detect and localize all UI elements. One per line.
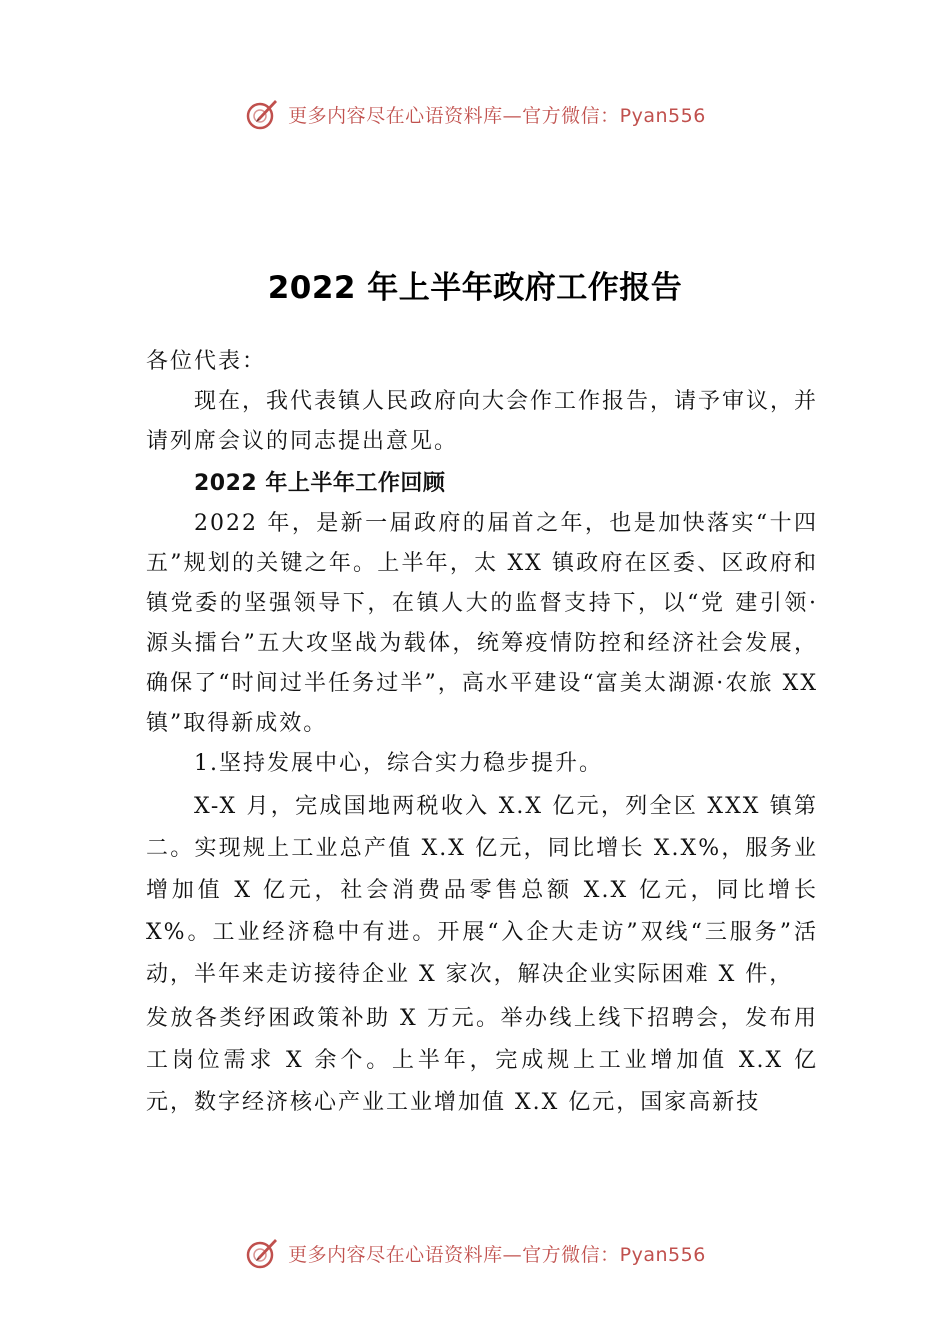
section-heading: 2022 年上半年工作回顾 [194, 471, 446, 496]
header-watermark-banner [0, 94, 950, 134]
watermark-text [288, 1240, 706, 1267]
intro-paragraph: 现在，我代表镇人民政府向大会作工作报告，请予审议，并请列席会议的同志提出意见。 [146, 389, 819, 454]
document-body [146, 342, 818, 1124]
watermark-label: 更多内容尽在心语资料库—官方微信： [288, 104, 620, 127]
paragraph-1: 2022 年，是新一届政府的届首之年，也是加快落实“十四五”规划的关键之年。上半年，太 XX 镇政府在区委、区政府和镇党委的坚强领导下，在镇人大的监督支持下，以“党 建引领·源头擂台”五大攻坚战为载体，统筹疫情防控和经济社会发展，确保了“时间过半任务过半”，高水平建设“富美太湖源·农旅 XX 镇”取得新成效。 [146, 511, 818, 736]
quill-logo-icon [244, 1235, 280, 1271]
paragraph-2: X-X 月，完成国地两税收入 X.X 亿元，列全区 XXX 镇第二。实现规上工业总产值 X.X 亿元，同比增长 X.X%，服务业增加值 X 亿元，社会消费品零售总额 X.X 亿元，同比增长 X%。工业经济稳中有进。开展“入企大走访”双线“三服务”活动，半年来走访接待企业 X 家次，解决企业实际困难 X 件， [146, 794, 818, 987]
watermark-label: 更多内容尽在心语资料库—官方微信： [288, 1243, 620, 1266]
watermark-text [288, 101, 706, 128]
wechat-id: Pyan556 [619, 104, 706, 127]
document-title: 2022 年上半年政府工作报告 [267, 270, 683, 306]
quill-logo-icon [244, 96, 280, 132]
paragraph-3: 发放各类纾困政策补助 X 万元。举办线上线下招聘会，发布用工岗位需求 X 余个。上半年，完成规上工业增加值 X.X 亿元，数字经济核心产业工业增加值 X.X 亿元，国家高新技 [146, 1006, 818, 1115]
wechat-id: Pyan556 [619, 1243, 706, 1266]
salutation: 各位代表： [146, 349, 267, 374]
point-1: 1.坚持发展中心，综合实力稳步提升。 [194, 751, 603, 776]
footer-watermark-banner [0, 1233, 950, 1273]
